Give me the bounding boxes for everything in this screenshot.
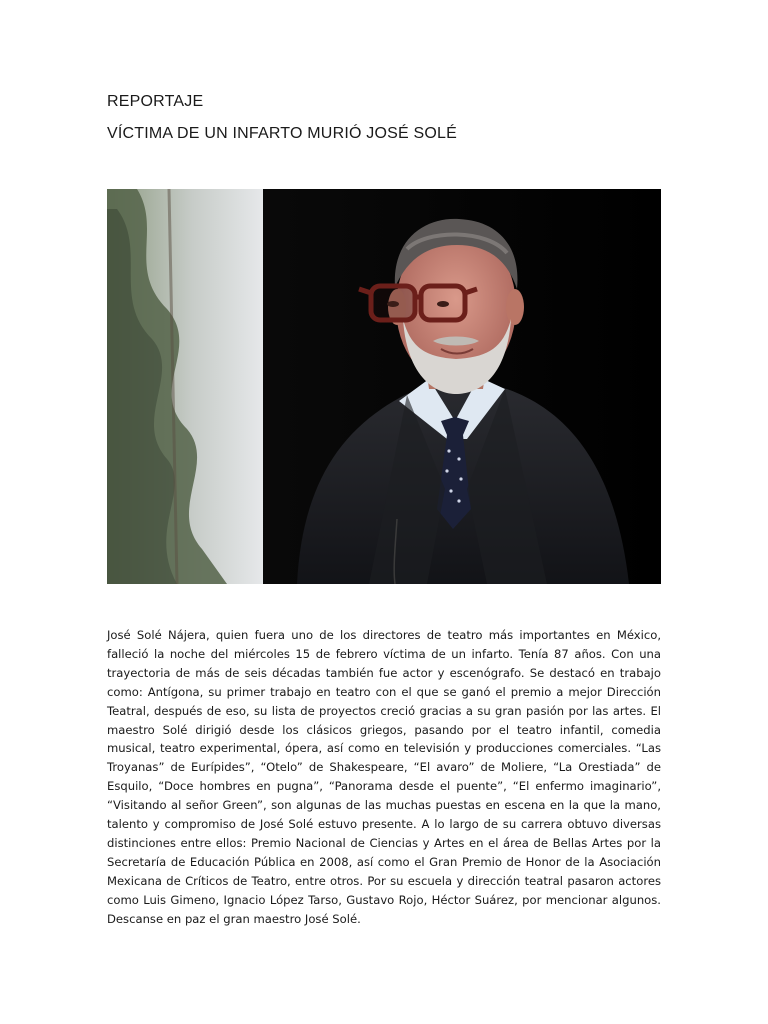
portrait-photo bbox=[107, 189, 661, 584]
section-label: REPORTAJE bbox=[107, 93, 204, 110]
article-body: José Solé Nájera, quien fuera uno de los directores de teatro más importantes en México, falleció la noche del miércoles 15 de febrero víctima de un infarto. Tenía 87 años. Con una trayectoria de más de seis décadas también fue actor y escenógrafo. Se destacó en trabajo como: Antígona, su primer trabajo en teatro con el que se ganó el premio a mejor Dirección Teatral, después de eso, su lista de proyectos creció gracias a su gran pasión por las artes. El maestro Solé dirigió desde los clásicos griegos, pasando por el teatro infantil, comedia musical, teatro experimental, ópera, así como en televisión y producciones comerciales. “Las Troyanas” de Eurípides”, “Otelo” de Shakespeare, “El avaro” de Moliere, “La Orestiada” de Esquilo, “Doce hombres en pugna”, “Panorama desde el puente”, “El enfermo imaginario”, “Visitando al señor Green”, son algunas de las muchas puestas en escena en la que la mano, talento y compromiso de José Solé estuvo presente. A lo largo de su carrera obtuvo diversas distinciones entre ellos: Premio Nacional de Ciencias y Artes en el área de Bellas Artes por la Secretaría de Educación Pública en 2008, así como el Gran Premio de Honor de la Asociación Mexicana de Críticos de Teatro, entre otros. Por su escuela y dirección teatral pasaron actores como Luis Gimeno, Ignacio López Tarso, Gustavo Rojo, Héctor Suárez, por mencionar algunos. Descanse en paz el gran maestro José Solé. bbox=[107, 628, 661, 926]
article-headline: VÍCTIMA DE UN INFARTO MURIÓ JOSÉ SOLÉ bbox=[107, 125, 457, 142]
